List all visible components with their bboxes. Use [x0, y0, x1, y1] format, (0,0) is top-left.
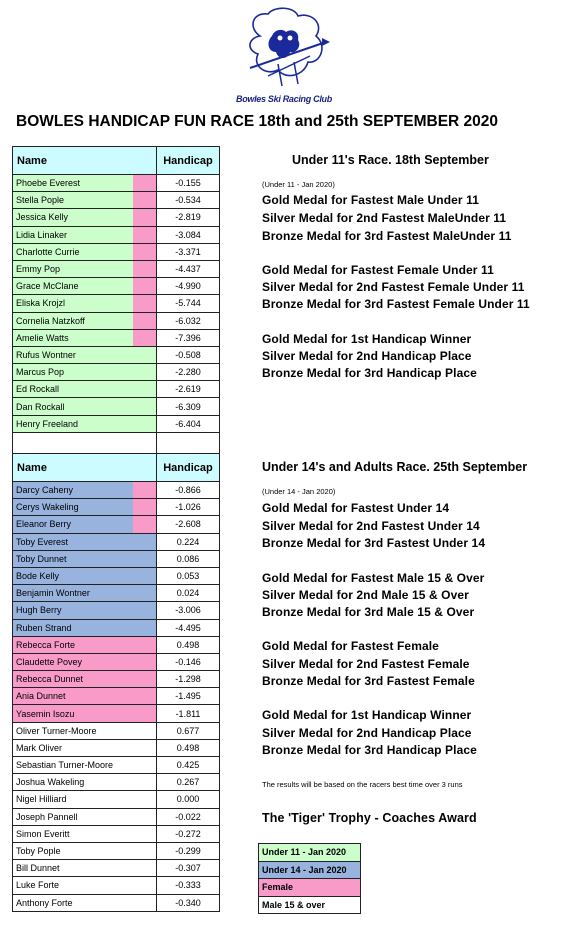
category-swatch [133, 243, 157, 260]
racer-name: Cerys Wakeling [13, 499, 134, 516]
category-swatch [133, 192, 157, 209]
handicap-value: -0.299 [157, 842, 220, 859]
u14-award: Gold Medal for Fastest Female [262, 639, 439, 653]
u14-row [13, 653, 220, 670]
category-swatch [133, 175, 157, 192]
category-swatch [133, 346, 157, 363]
legend [258, 843, 361, 914]
u14-row [13, 499, 220, 516]
u11-award: Silver Medal for 2nd Handicap Place [262, 349, 472, 363]
racer-name: Bode Kelly [13, 567, 134, 584]
u11-row [13, 192, 220, 209]
u14-name-header: Name [13, 454, 157, 482]
handicap-value: -1.026 [157, 499, 220, 516]
racer-name: Marcus Pop [13, 364, 134, 381]
handicap-value: -2.608 [157, 516, 220, 533]
category-swatch [133, 842, 157, 859]
u14-award: Silver Medal for 2nd Fastest Under 14 [262, 519, 480, 533]
u14-row [13, 739, 220, 756]
racer-name: Hugh Berry [13, 602, 134, 619]
category-swatch [133, 329, 157, 346]
racer-name: Grace McClane [13, 278, 134, 295]
u11-row [13, 278, 220, 295]
handicap-value: -0.022 [157, 808, 220, 825]
u14-row [13, 894, 220, 911]
handicap-value: -6.032 [157, 312, 220, 329]
u14-row [13, 482, 220, 499]
club-name: Bowles Ski Racing Club [236, 94, 332, 104]
handicap-value: -1.495 [157, 688, 220, 705]
u14-row [13, 550, 220, 567]
handicap-value: -3.371 [157, 243, 220, 260]
racer-name: Yasemin Isozu [13, 705, 134, 722]
u14-award: Bronze Medal for 3rd Fastest Under 14 [262, 536, 486, 550]
u11-row [13, 295, 220, 312]
racer-name: Dan Rockall [13, 398, 134, 415]
u14-row [13, 619, 220, 636]
u14-handicap-header: Handicap [157, 454, 220, 482]
category-swatch [133, 825, 157, 842]
category-swatch [133, 295, 157, 312]
handicap-value: -4.495 [157, 619, 220, 636]
u14-row [13, 533, 220, 550]
handicap-value: -0.307 [157, 860, 220, 877]
racer-name: Ed Rockall [13, 381, 134, 398]
u14-award: Gold Medal for 1st Handicap Winner [262, 708, 472, 722]
racer-name: Ania Dunnet [13, 688, 134, 705]
handicap-value: -0.866 [157, 482, 220, 499]
u14-race-title: Under 14's and Adults Race. 25th September [262, 460, 528, 474]
u14-row [13, 585, 220, 602]
u11-award: Silver Medal for 2nd Fastest MaleUnder 11 [262, 211, 507, 225]
racer-name: Claudette Povey [13, 653, 134, 670]
u14-results-table [12, 453, 220, 912]
u14-award: Silver Medal for 2nd Male 15 & Over [262, 588, 469, 602]
u11-award: Bronze Medal for 3rd Handicap Place [262, 366, 477, 380]
category-swatch [133, 312, 157, 329]
u11-row [13, 226, 220, 243]
category-swatch [133, 533, 157, 550]
u11-age-note: (Under 11 - Jan 2020) [262, 180, 335, 189]
handicap-value: 0.267 [157, 774, 220, 791]
racer-name: Charlotte Currie [13, 243, 134, 260]
category-swatch [133, 705, 157, 722]
u11-award: Bronze Medal for 3rd Fastest Female Under 11 [262, 297, 530, 311]
category-swatch [133, 671, 157, 688]
racer-name: Rufus Wontner [13, 346, 134, 363]
u11-row [13, 260, 220, 277]
handicap-value: -0.333 [157, 877, 220, 894]
handicap-value: -0.340 [157, 894, 220, 911]
handicap-value: -3.006 [157, 602, 220, 619]
handicap-value: -1.811 [157, 705, 220, 722]
u11-row [13, 364, 220, 381]
category-swatch [133, 550, 157, 567]
racer-name: Darcy Caheny [13, 482, 134, 499]
legend-row [259, 844, 361, 862]
category-swatch [133, 722, 157, 739]
category-swatch [133, 877, 157, 894]
u11-award: Gold Medal for Fastest Male Under 11 [262, 193, 479, 207]
handicap-value: 0.086 [157, 550, 220, 567]
racer-name: Stella Pople [13, 192, 134, 209]
u14-award: Bronze Medal for 3rd Fastest Female [262, 674, 475, 688]
u11-row [13, 346, 220, 363]
u14-row [13, 602, 220, 619]
u14-row [13, 825, 220, 842]
racer-name: Joseph Pannell [13, 808, 134, 825]
legend-item: Female [259, 879, 361, 897]
u11-row [13, 398, 220, 415]
category-swatch [133, 482, 157, 499]
racer-name: Anthony Forte [13, 894, 134, 911]
u11-award: Gold Medal for Fastest Female Under 11 [262, 263, 494, 277]
category-swatch [133, 688, 157, 705]
handicap-value: -2.619 [157, 381, 220, 398]
handicap-value: -7.396 [157, 329, 220, 346]
racer-name: Oliver Turner-Moore [13, 722, 134, 739]
u14-row [13, 705, 220, 722]
handicap-value: -2.819 [157, 209, 220, 226]
legend-row [259, 896, 361, 914]
page-title: BOWLES HANDICAP FUN RACE 18th and 25th SEPTEMBER 2020 [16, 113, 499, 130]
racer-name: Ruben Strand [13, 619, 134, 636]
handicap-value: 0.425 [157, 757, 220, 774]
racer-name: Toby Pople [13, 842, 134, 859]
u14-row [13, 808, 220, 825]
u14-row [13, 516, 220, 533]
u11-row [13, 415, 220, 432]
category-swatch [133, 364, 157, 381]
racer-name: Eliska Krojzl [13, 295, 134, 312]
u14-row [13, 842, 220, 859]
handicap-value: -0.534 [157, 192, 220, 209]
handicap-value: -0.508 [157, 346, 220, 363]
racer-name: Rebecca Forte [13, 636, 134, 653]
legend-item: Under 14 - Jan 2020 [259, 861, 361, 879]
racer-name: Henry Freeland [13, 415, 134, 432]
u14-award: Gold Medal for Fastest Under 14 [262, 501, 450, 515]
handicap-value: -2.280 [157, 364, 220, 381]
legend-item: Male 15 & over [259, 896, 361, 914]
club-logo [238, 6, 338, 102]
category-swatch [133, 791, 157, 808]
category-swatch [133, 619, 157, 636]
category-swatch [133, 415, 157, 432]
category-swatch [133, 260, 157, 277]
racer-name: Luke Forte [13, 877, 134, 894]
category-swatch [133, 653, 157, 670]
racer-name: Emmy Pop [13, 260, 134, 277]
legend-row [259, 861, 361, 879]
u14-row [13, 722, 220, 739]
category-swatch [133, 209, 157, 226]
racer-name: Simon Everitt [13, 825, 134, 842]
category-swatch [133, 398, 157, 415]
u11-row [13, 243, 220, 260]
racer-name: Joshua Wakeling [13, 774, 134, 791]
handicap-value: -6.309 [157, 398, 220, 415]
category-swatch [133, 567, 157, 584]
legend-item: Under 11 - Jan 2020 [259, 844, 361, 862]
racer-name: Benjamin Wontner [13, 585, 134, 602]
u11-award: Gold Medal for 1st Handicap Winner [262, 332, 472, 346]
u14-award: Bronze Medal for 3rd Handicap Place [262, 743, 477, 757]
category-swatch [133, 381, 157, 398]
u11-row [13, 329, 220, 346]
u11-spacer-row [13, 432, 220, 455]
u14-award: Silver Medal for 2nd Handicap Place [262, 726, 472, 740]
racer-name: Mark Oliver [13, 739, 134, 756]
legend-row [259, 879, 361, 897]
u11-award: Bronze Medal for 3rd Fastest MaleUnder 11 [262, 229, 512, 243]
racer-name: Cornelia Natzkoff [13, 312, 134, 329]
category-swatch [133, 499, 157, 516]
u11-row [13, 381, 220, 398]
u14-award: Bronze Medal for 3rd Male 15 & Over [262, 605, 475, 619]
racer-name: Bill Dunnet [13, 860, 134, 877]
racer-name: Eleanor Berry [13, 516, 134, 533]
handicap-value: -0.272 [157, 825, 220, 842]
handicap-value: 0.024 [157, 585, 220, 602]
handicap-value: 0.000 [157, 791, 220, 808]
racer-name: Toby Dunnet [13, 550, 134, 567]
racer-name: Toby Everest [13, 533, 134, 550]
u14-row [13, 671, 220, 688]
handicap-value: -4.990 [157, 278, 220, 295]
category-swatch [133, 757, 157, 774]
category-swatch [133, 226, 157, 243]
u14-row [13, 757, 220, 774]
category-swatch [133, 602, 157, 619]
category-swatch [133, 808, 157, 825]
handicap-value: 0.677 [157, 722, 220, 739]
u11-race-title: Under 11's Race. 18th September [292, 153, 489, 167]
u14-row [13, 774, 220, 791]
category-swatch [133, 894, 157, 911]
category-swatch [133, 278, 157, 295]
handicap-value: -4.437 [157, 260, 220, 277]
u11-award: Silver Medal for 2nd Fastest Female Under 11 [262, 280, 525, 294]
handicap-value: 0.053 [157, 567, 220, 584]
category-swatch [133, 585, 157, 602]
handicap-value: -3.084 [157, 226, 220, 243]
handicap-value: 0.498 [157, 636, 220, 653]
handicap-value: 0.498 [157, 739, 220, 756]
u14-row [13, 567, 220, 584]
u14-row [13, 688, 220, 705]
racer-name: Jessica Kelly [13, 209, 134, 226]
racer-name: Sebastian Turner-Moore [13, 757, 134, 774]
category-swatch [133, 860, 157, 877]
racer-name: Lidia Linaker [13, 226, 134, 243]
racer-name: Rebecca Dunnet [13, 671, 134, 688]
racer-name: Nigel Hilliard [13, 791, 134, 808]
category-swatch [133, 739, 157, 756]
u14-award: Gold Medal for Fastest Male 15 & Over [262, 571, 485, 585]
handicap-value: -6.404 [157, 415, 220, 432]
handicap-value: -1.298 [157, 671, 220, 688]
racer-name: Phoebe Everest [13, 175, 134, 192]
u11-results-table [12, 146, 220, 456]
u14-award: Silver Medal for 2nd Fastest Female [262, 657, 470, 671]
u11-row [13, 312, 220, 329]
category-swatch [133, 516, 157, 533]
handicap-value: -0.146 [157, 653, 220, 670]
handicap-value: -0.155 [157, 175, 220, 192]
u14-row [13, 791, 220, 808]
category-swatch [133, 636, 157, 653]
racer-name: Amelie Watts [13, 329, 134, 346]
u11-row [13, 175, 220, 192]
u11-name-header: Name [13, 147, 157, 175]
tiger-trophy-title: The 'Tiger' Trophy - Coaches Award [262, 811, 477, 825]
u11-row [13, 209, 220, 226]
results-note: The results will be based on the racers best time over 3 runs [262, 780, 463, 789]
handicap-value: -5.744 [157, 295, 220, 312]
u11-handicap-header: Handicap [157, 147, 220, 175]
u14-row [13, 636, 220, 653]
u14-row [13, 860, 220, 877]
category-swatch [133, 774, 157, 791]
u14-age-note: (Under 14 - Jan 2020) [262, 487, 336, 496]
handicap-value: 0.224 [157, 533, 220, 550]
u14-row [13, 877, 220, 894]
